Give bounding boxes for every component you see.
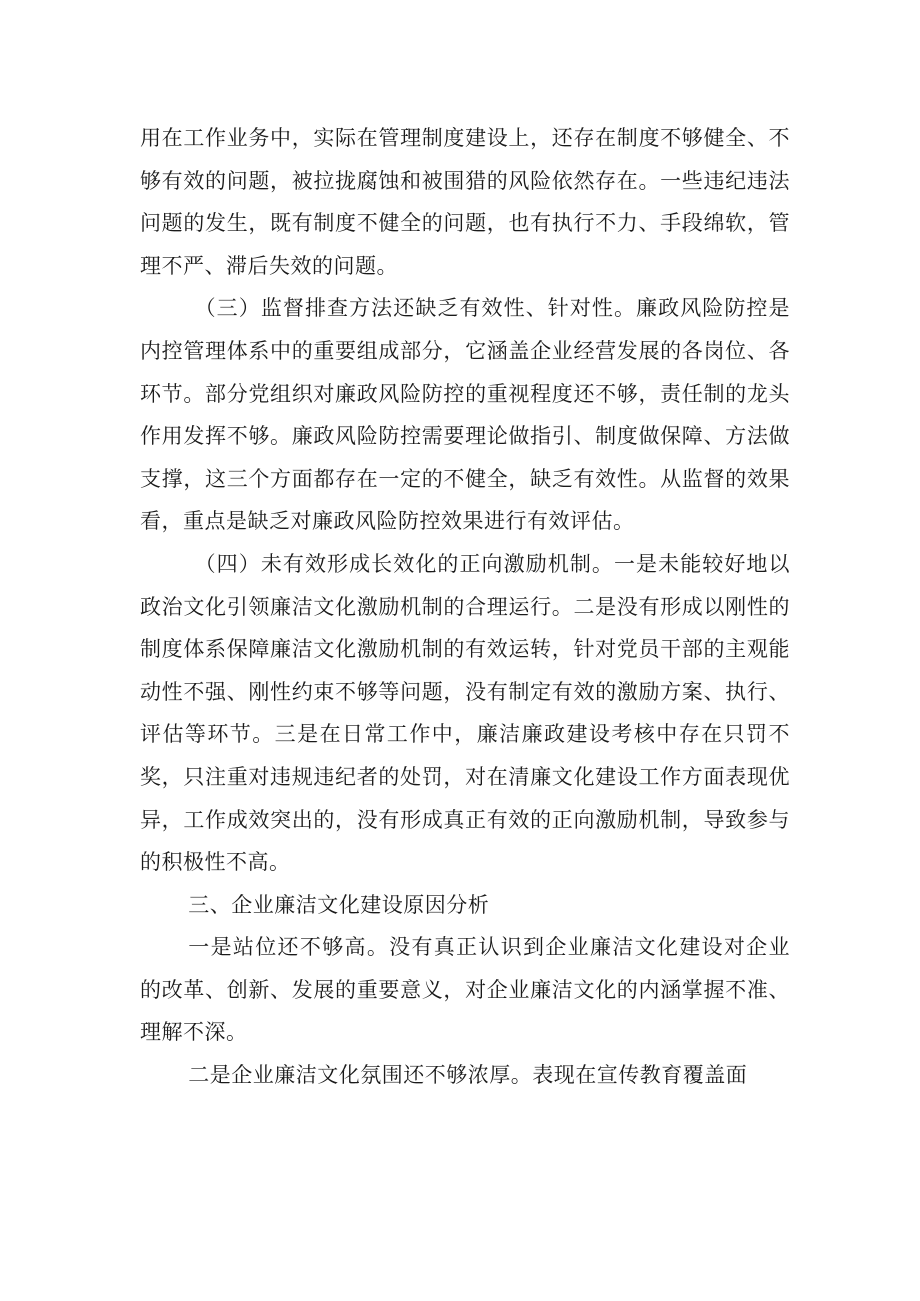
document-body xyxy=(140,117,790,1097)
section-heading-cause-analysis: 三、企业廉洁文化建设原因分析 xyxy=(188,892,490,917)
paragraph-cause-2: 二是企业廉洁文化氛围还不够浓厚。表现在宣传教育覆盖面 xyxy=(188,1063,748,1088)
paragraph-cause-1: 一是站位还不够高。没有真正认识到企业廉洁文化建设对企业的改革、创新、发展的重要意义，对企业廉洁文化的内涵掌握不准、理解不深。 xyxy=(140,935,790,1045)
paragraph-section-3: （三）监督排查方法还缺乏有效性、针对性。廉政风险防控是内控管理体系中的重要组成部分，它涵盖企业经营发展的各岗位、各环节。部分党组织对廉政风险防控的重视程度还不够，责任制的龙头作用发挥不够。廉政风险防控需要理论做指引、制度做保障、方法做支撑，这三个方面都存在一定的不健全，缺乏有效性。从监督的效果看，重点是缺乏对廉政风险防控效果进行有效评估。 xyxy=(140,296,790,534)
paragraph-section-4: （四）未有效形成长效化的正向激励机制。一是未能较好地以政治文化引领廉洁文化激励机制的合理运行。二是没有形成以刚性的制度体系保障廉洁文化激励机制的有效运转，针对党员干部的主观能动性不强、刚性约束不够等问题，没有制定有效的激励方案、执行、评估等环节。三是在日常工作中，廉洁廉政建设考核中存在只罚不奖，只注重对违规违纪者的处罚，对在清廉文化建设工作方面表现优异，工作成效突出的，没有形成真正有效的正向激励机制，导致参与的积极性不高。 xyxy=(140,551,790,875)
paragraph-continued: 用在工作业务中，实际在管理制度建设上，还存在制度不够健全、不够有效的问题，被拉拢腐蚀和被围猎的风险依然存在。一些违纪违法问题的发生，既有制度不健全的问题，也有执行不力、手段绵软，管理不严、滞后失效的问题。 xyxy=(140,126,790,278)
